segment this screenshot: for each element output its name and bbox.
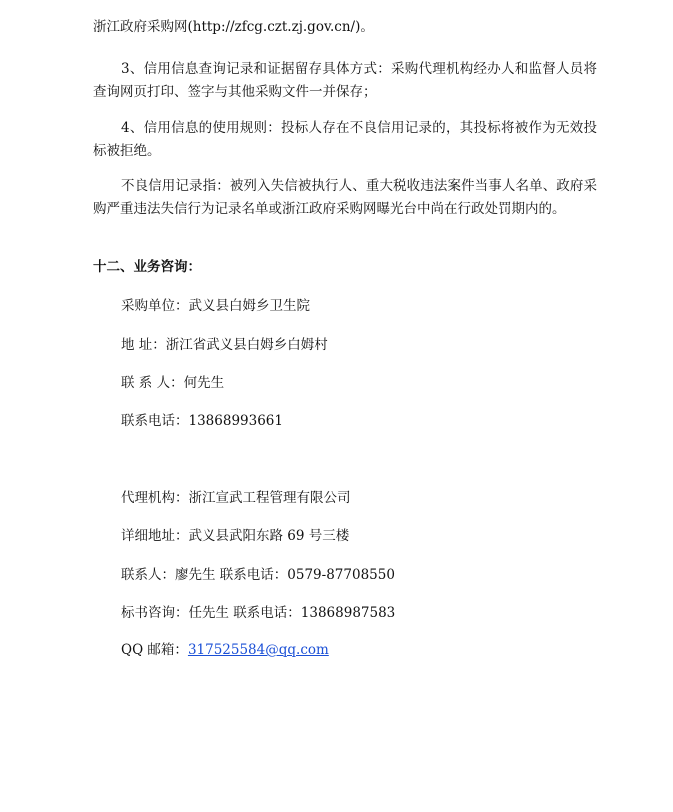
website-line: 浙江政府采购网(http://zfcg.czt.zj.gov.cn/)。 [93, 19, 374, 35]
bid-consult: 标书咨询：任先生 联系电话：13868987583 [121, 605, 396, 621]
qq-email-line [121, 639, 329, 662]
purchaser-contact: 联 系 人：何先生 [121, 375, 225, 391]
agency-address: 详细地址：武义县武阳东路 69 号三楼 [121, 528, 350, 544]
section-heading: 十二、业务咨询： [93, 259, 201, 275]
qq-email-link[interactable]: 317525584@qq.com [187, 642, 329, 658]
purchaser-phone: 联系电话：13868993661 [121, 413, 283, 429]
purchaser-address: 地 址：浙江省武义县白姆乡白姆村 [121, 337, 328, 353]
qq-email-label: QQ 邮箱： [121, 642, 188, 658]
agency-name: 代理机构：浙江宣武工程管理有限公司 [121, 490, 351, 506]
bad-credit-definition: 不良信用记录指：被列入失信被执行人、重大税收违法案件当事人名单、政府采购严重违法失信行为记录名单或浙江政府采购网曝光台中尚在行政处罚期内的。 [93, 178, 597, 217]
clause-3: 3、信用信息查询记录和证据留存具体方式：采购代理机构经办人和监督人员将查询网页打印、签字与其他采购文件一并保存； [93, 61, 597, 100]
agency-contact: 联系人：廖先生 联系电话：0579-87708550 [121, 567, 395, 583]
clause-4: 4、信用信息的使用规则：投标人存在不良信用记录的，其投标将被作为无效投标被拒绝。 [93, 120, 597, 159]
purchaser-unit: 采购单位：武义县白姆乡卫生院 [121, 298, 310, 314]
